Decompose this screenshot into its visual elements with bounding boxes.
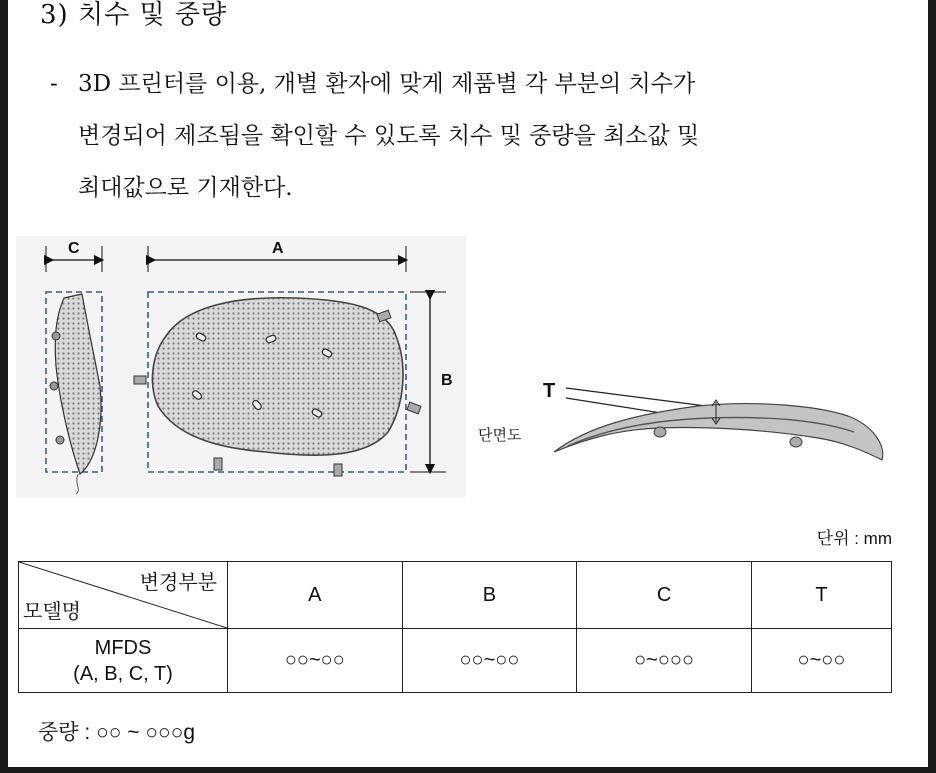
implant-drawing xyxy=(16,236,466,498)
cross-section-drawing xyxy=(548,376,898,466)
dimension-label-b: B xyxy=(441,372,453,389)
value-t-cell: ○~○○ xyxy=(751,629,891,693)
paragraph-line-1: - 3D 프린터를 이용, 개별 환자에 맞게 제품별 각 부분의 치수가 xyxy=(50,58,902,110)
paragraph-line-2: 변경되어 제조됨을 확인할 수 있도록 치수 및 중량을 최소값 및 xyxy=(78,123,700,149)
description-paragraph xyxy=(50,58,902,214)
unit-label: 단위 : mm xyxy=(816,529,892,548)
document-page xyxy=(8,0,928,767)
implant-figure xyxy=(16,236,466,498)
table-header-b: B xyxy=(402,562,577,629)
table-header-a: A xyxy=(228,562,403,629)
dimension-label-t: T xyxy=(543,380,556,402)
table-corner-cell xyxy=(19,562,228,629)
list-dash: - xyxy=(50,71,58,97)
corner-top-label: 변경부분 xyxy=(139,572,217,594)
dimension-label-c: C xyxy=(68,240,80,257)
weight-line: 중량 : ○○ ~ ○○○g xyxy=(38,721,196,744)
corner-bottom-label: 모델명 xyxy=(23,601,81,623)
paragraph-line-3: 최대값으로 기재한다. xyxy=(78,175,293,201)
table-header-t: T xyxy=(751,562,891,629)
value-a-cell: ○○~○○ xyxy=(228,629,403,693)
value-b-cell: ○○~○○ xyxy=(402,629,577,693)
table-row xyxy=(19,629,892,693)
dimension-table xyxy=(18,561,892,693)
dimension-label-a: A xyxy=(272,240,284,257)
table-header-c: C xyxy=(577,562,752,629)
model-name-cell: MFDS (A, B, C, T) xyxy=(19,629,228,693)
section-heading: 3) 치수 및 중량 xyxy=(40,0,228,30)
table-header-row xyxy=(19,562,892,629)
section-view-label: 단면도 xyxy=(478,427,522,444)
value-c-cell: ○~○○○ xyxy=(577,629,752,693)
